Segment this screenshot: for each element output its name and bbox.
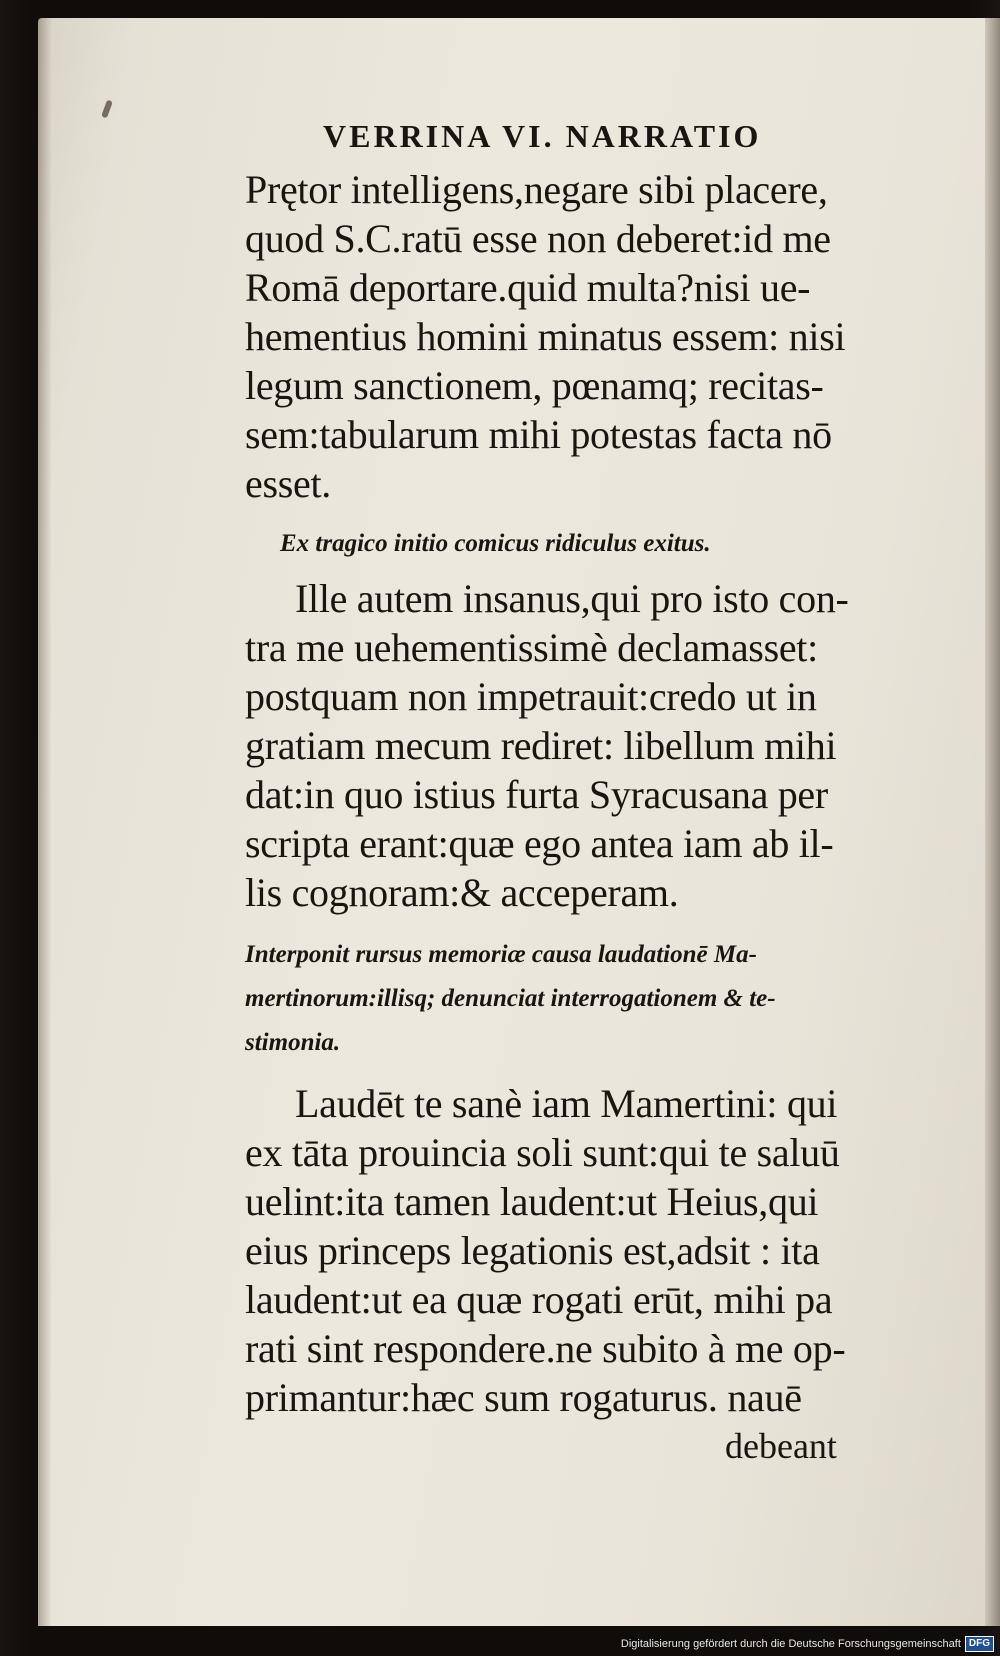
text-line: gratiam mecum rediret: libellum mihi <box>245 723 837 768</box>
text-line: Ille autem insanus,qui pro isto con- <box>295 576 849 621</box>
side-heading-2 <box>245 933 945 1065</box>
credit-text: Digitalisierung gefördert durch die Deutsche Forschungsgemeinschaft <box>620 1638 961 1650</box>
text-line: esset. <box>245 461 331 506</box>
text-line: lis cognoram:& acceperam. <box>245 870 679 915</box>
text-line: quod S.C.ratū esse non deberet:id me <box>245 216 831 261</box>
text-line: dat:in quo istius furta Syracusana per <box>245 772 828 817</box>
heading-line: mertinorum:illisq; denunciat interrogationem & te- <box>245 985 776 1012</box>
dfg-logo-icon: DFG <box>965 1636 994 1652</box>
text-line: sem:tabularum mihi potestas facta nō <box>245 412 832 457</box>
text-line: rati sint respondere.ne subito à me op- <box>245 1326 846 1371</box>
text-line: hementius homini minatus essem: nisi <box>245 314 846 359</box>
text-line: postquam non impetrauit:credo ut in <box>245 674 817 719</box>
text-line: Laudēt te sanè iam Mamertini: qui <box>295 1081 838 1126</box>
text-line: tra me uehementissimè declamasset: <box>245 625 818 670</box>
catchword: debeant <box>725 1426 837 1466</box>
page-gutter-shadow <box>38 18 52 1626</box>
side-heading-1: Ex tragico initio comicus ridiculus exitus. <box>280 530 711 557</box>
running-head: VERRINA VI. NARRATIO <box>323 118 762 154</box>
text-line: ex tāta prouincia soli sunt:qui te saluū <box>245 1130 840 1175</box>
heading-line: stimonia. <box>245 1029 341 1056</box>
page-text <box>245 118 945 1471</box>
text-line: primantur:hæc sum rogaturus. nauē <box>245 1375 802 1420</box>
text-line: uelint:ita tamen laudent:ut Heius,qui <box>245 1179 819 1224</box>
text-line: legum sanctionem, pœnamq; recitas- <box>245 363 824 408</box>
text-line: eius princeps legationis est,adsit : ita <box>245 1228 820 1273</box>
heading-line: Interponit rursus memoriæ causa laudationē Ma- <box>245 941 757 968</box>
text-line: Romā deportare.quid multa?nisi ue- <box>245 265 811 310</box>
text-line: scripta erant:quæ ego antea iam ab il- <box>245 821 834 866</box>
paragraph-2 <box>245 574 945 917</box>
digitization-credit <box>621 1636 994 1652</box>
paragraph-3 <box>245 1079 945 1422</box>
page-edge <box>985 18 1000 1626</box>
text-line: Prętor intelligens,negare sibi placere, <box>245 167 828 212</box>
text-line: laudent:ut ea quæ rogati erūt, mihi pa <box>245 1277 833 1322</box>
paragraph-1 <box>245 165 945 508</box>
